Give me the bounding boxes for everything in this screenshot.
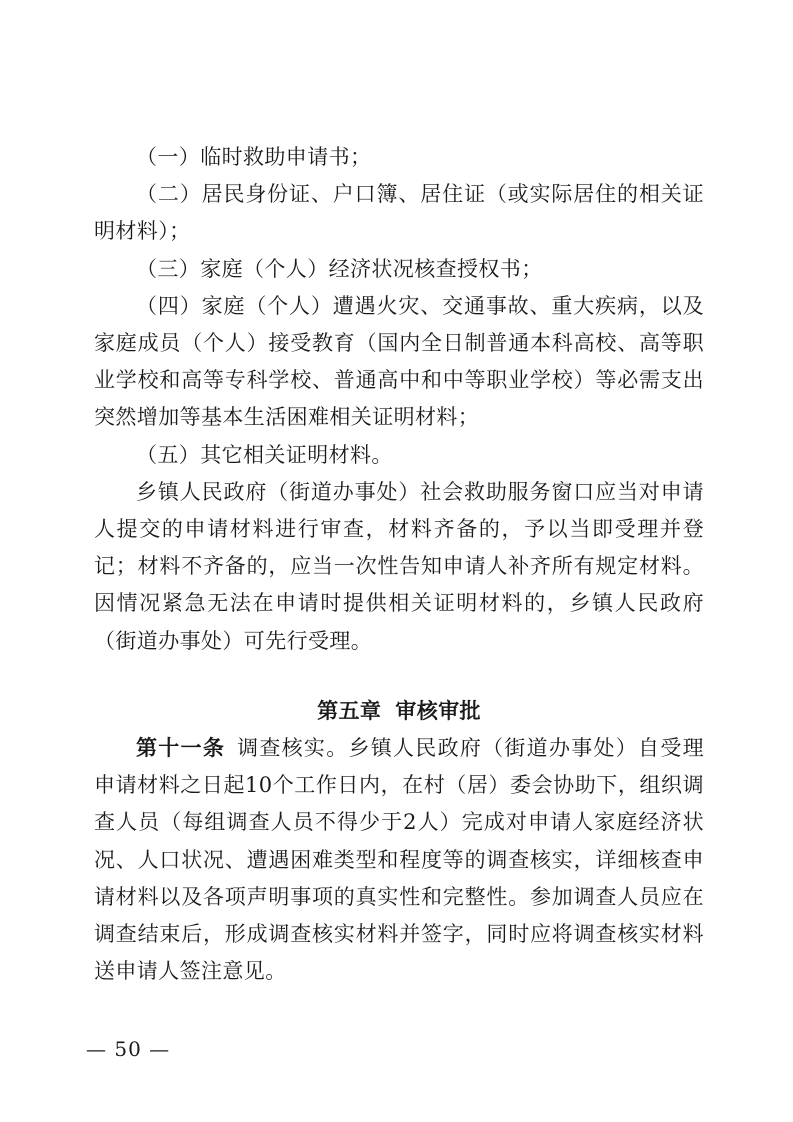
chapter-number: 第五章 — [317, 697, 382, 723]
list-item-4: （四）家庭（个人）遭遇火灾、交通事故、重大疾病，以及家庭成员（个人）接受教育（国内全日制普通本科高校、高等职业学校和高等专科学校、普通高中和中等职业学校）等必需支出突然增加等基本生活困难相关证明材料； — [94, 293, 704, 430]
article-text: 调查核实。乡镇人民政府（街道办事处）自受理申请材料之日起10个工作日内，在村（居）委会协助下，组织调查人员（每组调查人员不得少于2人）完成对申请人家庭经济状况、人口状况、遭遇困难类型和程度等的调查核实，详细核查申请材料以及各项声明事项的真实性和完整性。参加调查人员应在调查结束后，形成调查核实材料并签字，同时应将调查核实材料送申请人签注意见。 — [94, 736, 704, 984]
article-paragraph — [94, 729, 704, 990]
chapter-title: 审核审批 — [395, 697, 481, 723]
list-item-3: （三）家庭（个人）经济状况核查授权书； — [136, 256, 543, 281]
list-item-2: （二）居民身份证、户口簿、居住证（或实际居住的相关证明材料）； — [94, 182, 704, 244]
article-lead: 第十一条 — [136, 735, 226, 761]
list-item-5: （五）其它相关证明材料。 — [136, 442, 393, 467]
page-body — [94, 139, 704, 990]
page-number: — 50 — — [86, 1037, 171, 1061]
acceptance-paragraph: 乡镇人民政府（街道办事处）社会救助服务窗口应当对申请人提交的申请材料进行审查，材料齐备的，予以当即受理并登记；材料不齐备的，应当一次性告知申请人补齐所有规定材料。因情况紧急无法在申请时提供相关证明材料的，乡镇人民政府（街道办事处）可先行受理。 — [94, 479, 704, 653]
chapter-heading — [94, 692, 704, 729]
list-item-1: （一）临时救助申请书； — [136, 145, 372, 169]
